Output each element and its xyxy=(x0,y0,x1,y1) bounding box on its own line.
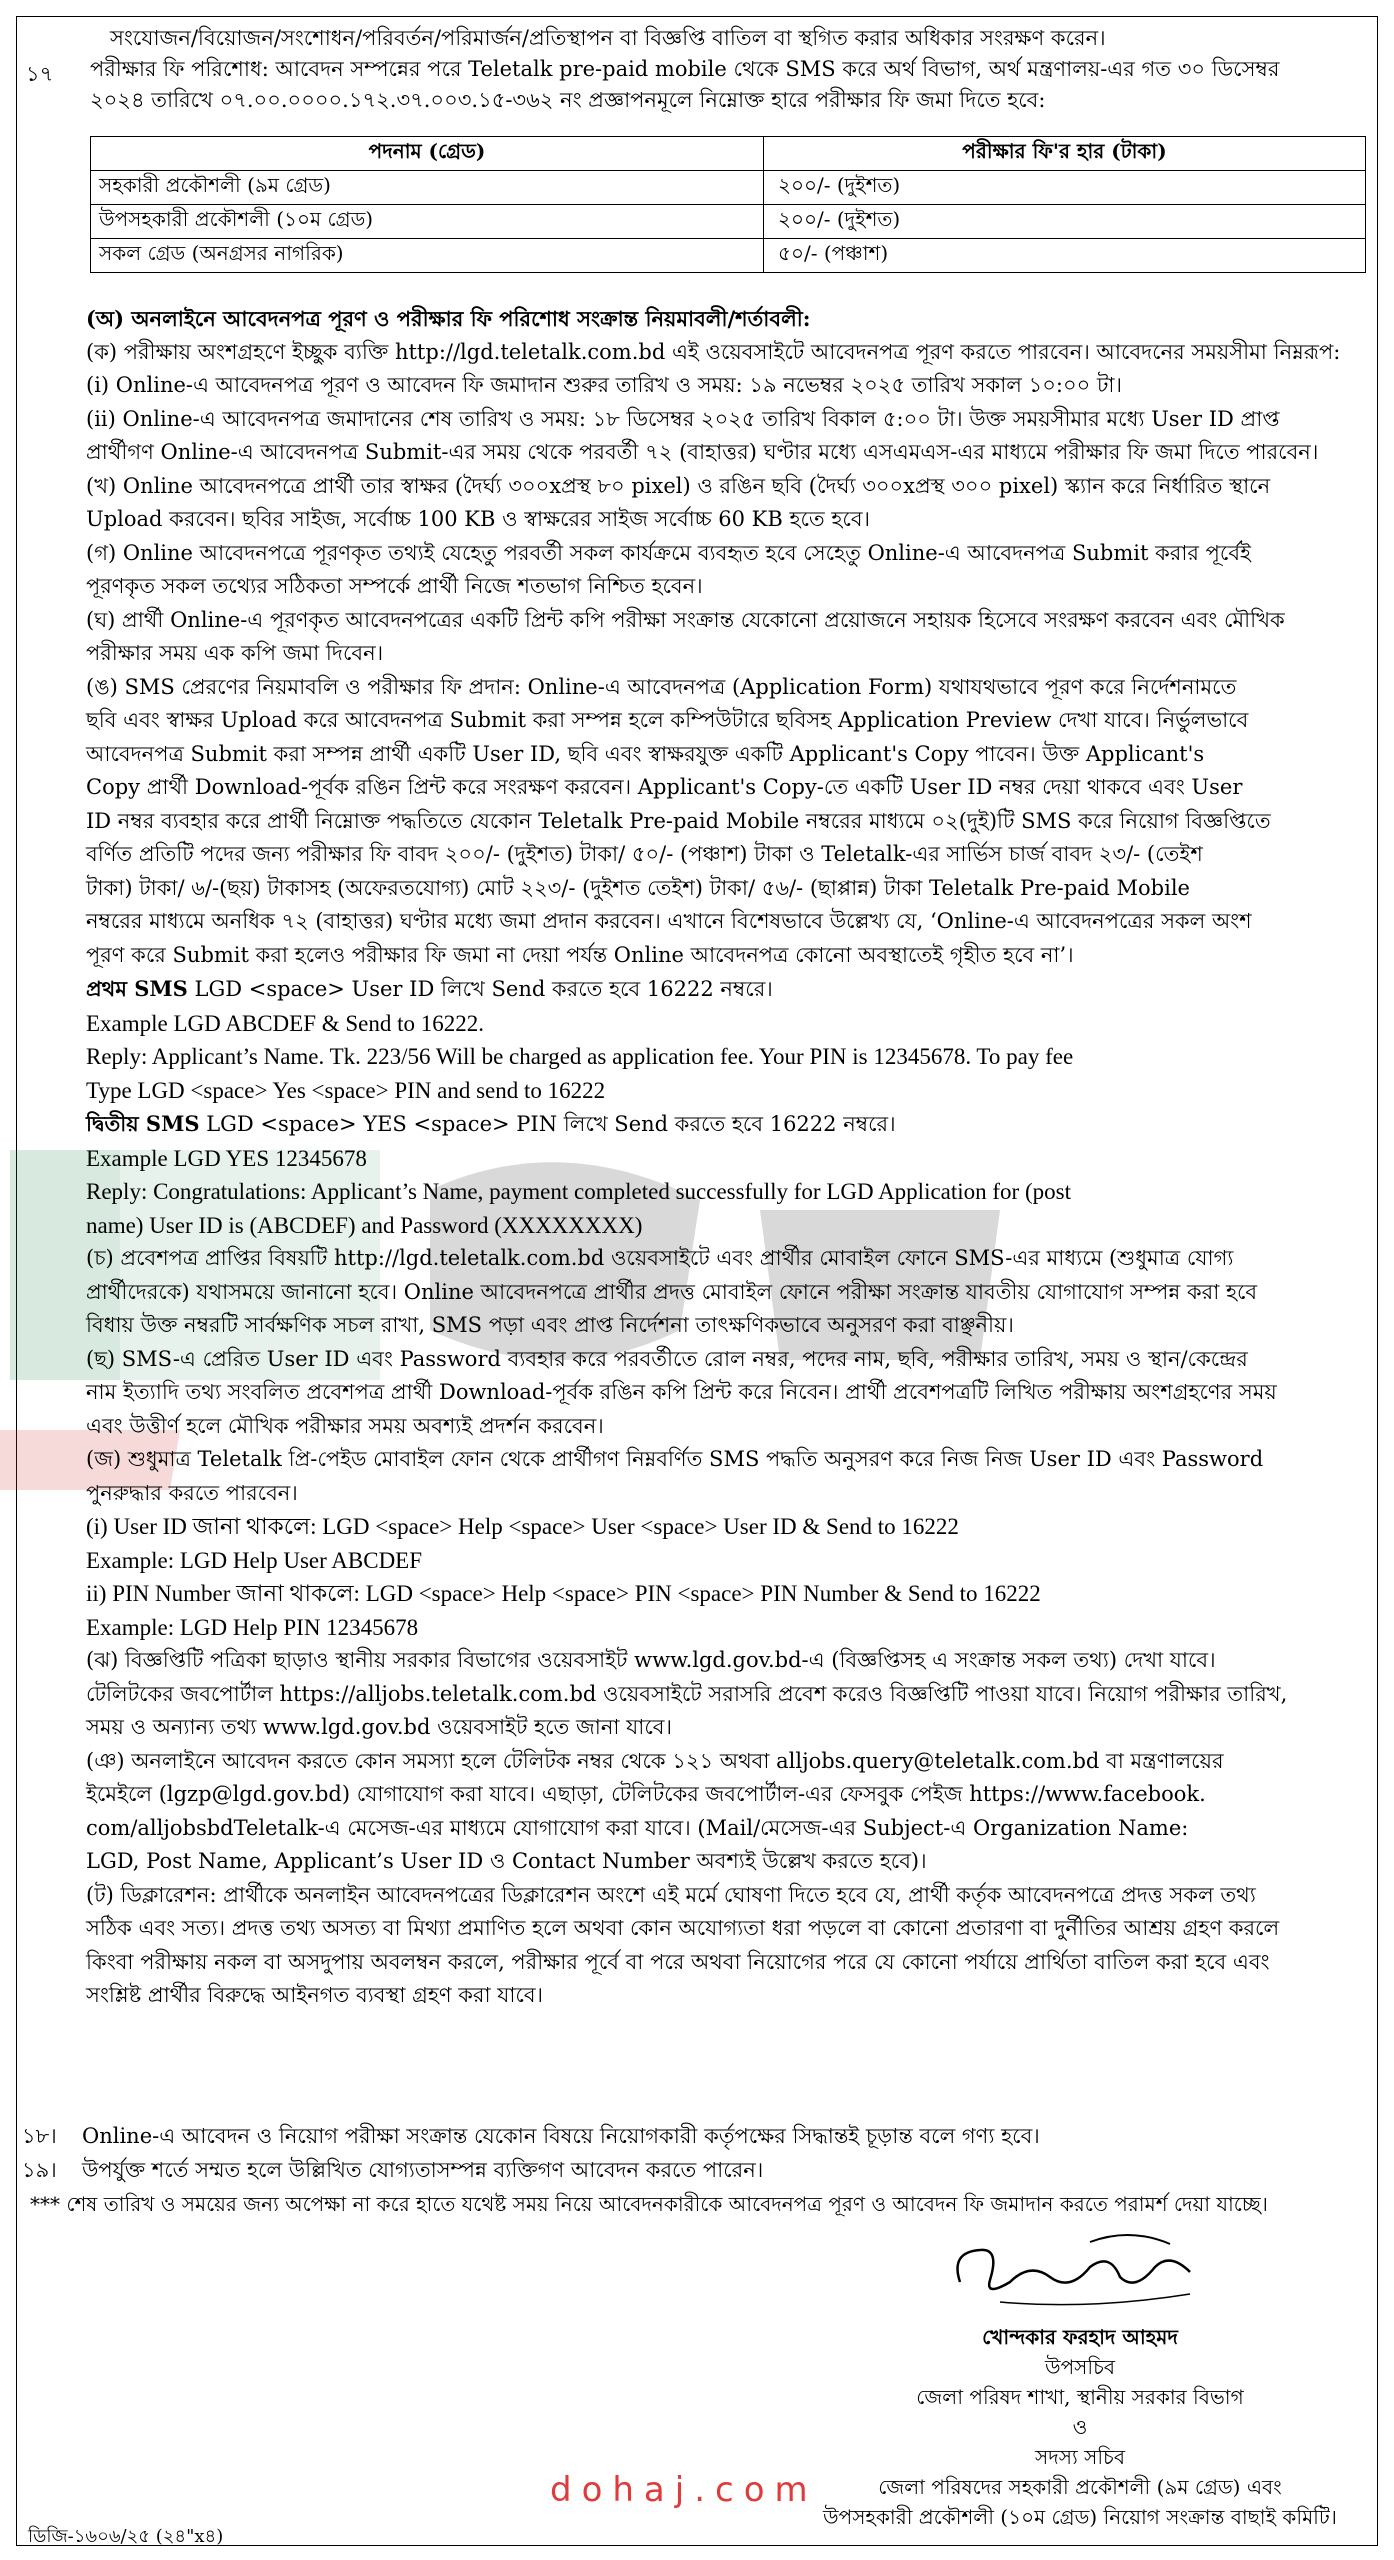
paragraph-line: ছবি এবং স্বাক্ষর Upload করে আবেদনপত্র Submit করা সম্পন্ন হলে কম্পিউটারে ছবিসহ Application Preview দেখা যাবে। নির্ভুলভাবে xyxy=(86,708,1249,732)
paragraph-line: (ছ) SMS-এ প্রেরিত User ID এবং Password ব্যবহার করে পরবর্তীতে রোল নম্বর, পদের নাম, ছবি, পরীক্ষার তারিখ, সময় ও স্থান/কেন্দ্রের xyxy=(86,1346,1248,1371)
paragraph-line: প্রার্থীগণ Online-এ আবেদনপত্র Submit-এর সময় থেকে পরবর্তী ৭২ (বাহাত্তর) ঘণ্টার মধ্যে এসএমএস-এর মাধ্যমে পরীক্ষার ফি জমা দিতে পারবেন। xyxy=(86,440,1319,464)
paragraph-line: (i) User ID জানা থাকলে: LGD <space> Help <space> User <space> User ID & Send to 16222 xyxy=(86,1514,959,1539)
paragraph-line: (ঞ) অনলাইনে আবেদন করতে কোন সমস্যা হলে টেলিটক নম্বর থেকে ১২১ অথবা alljobs.query@teletalk.com.bd বা মন্ত্রণালয়ের xyxy=(86,1748,1224,1773)
paragraph-line: প্রার্থীদেরকে) যথাসময়ে জানানো হবে। Online আবেদনপত্রে প্রার্থীর প্রদত্ত মোবাইল ফোনে পরীক্ষা সংক্রান্ত যাবতীয় যোগাযোগ সম্পন্ন করা হবে xyxy=(86,1279,1258,1304)
paragraph-line: (চ) প্রবেশপত্র প্রাপ্তির বিষয়টি http://lgd.teletalk.com.bd ওয়েবসাইটে এবং প্রার্থীর মোবাইল ফোনে SMS-এর মাধ্যমে (শুধুমাত্র যোগ্য xyxy=(86,1246,1234,1270)
paragraph-line: Example: LGD Help User ABCDEF xyxy=(86,1547,423,1573)
sms-second-reply-2: name) User ID is (ABCDEF) and Password (XXXXXXXX) xyxy=(86,1212,643,1238)
instructions-heading: (অ) অনলাইনে আবেদনপত্র পূরণ ও পরীক্ষার ফি পরিশোধ সংক্রান্ত নিয়মাবলী/শর্তাবলী: xyxy=(86,306,811,331)
signatory-name: খোন্দকার ফরহাদ আহমদ xyxy=(982,2325,1178,2349)
paragraph-line: পূরণকৃত সকল তথ্যের সঠিকতা সম্পর্কে প্রার্থী নিজে শতভাগ নিশ্চিত হবেন। xyxy=(86,574,703,598)
sms-second-text: LGD <space> YES <space> PIN লিখে Send করতে হবে 16222 নম্বরে। xyxy=(199,1112,896,1136)
paragraph-line: ii) PIN Number জানা থাকলে: LGD <space> Help <space> PIN <space> PIN Number & Send to 16222 xyxy=(86,1581,1041,1606)
table-header-fee: পরীক্ষার ফি'র হার (টাকা) xyxy=(764,137,1366,171)
item-number: ১৭ xyxy=(26,62,54,86)
watermark-site-text: dohaj.com xyxy=(550,2470,818,2510)
paragraph-line: (ট) ডিক্লারেশন: প্রার্থীকে অনলাইন আবেদনপত্রের ডিক্লারেশন অংশে এই মর্মে ঘোষণা দিতে হবে যে, প্রার্থী কর্তৃক আবেদনপত্রে প্রদত্ত সকল তথ্য xyxy=(86,1882,1256,1907)
print-code: ডিজি-১৬০৬/২৫ (২৪"x৪) xyxy=(28,2526,224,2547)
item-text: উপর্যুক্ত শর্তে সম্মত হলে উল্লিখিত যোগ্যতাসম্পন্ন ব্যক্তিগণ আবেদন করতে পারেন। xyxy=(82,2158,764,2182)
signatory-block xyxy=(800,2322,1360,2532)
table-header-post: পদনাম (গ্রেড) xyxy=(91,137,764,171)
paragraph-line: (ii) Online-এ আবেদনপত্র জমাদানের শেষ তারিখ ও সময়: ১৮ ডিসেম্বর ২০২৫ তারিখ বিকাল ৫:০০ টা। উক্ত সময়সীমার মধ্যে User ID প্রাপ্ত xyxy=(86,406,1280,431)
paragraph-line: সংশ্লিষ্ট প্রার্থীর বিরুদ্ধে আইনগত ব্যবস্থা গ্রহণ করা যাবে। xyxy=(86,1983,544,2007)
paragraph-line: সময় ও অন্যান্য তথ্য www.lgd.gov.bd ওয়েবসাইট হতে জানা যাবে। xyxy=(86,1715,672,1739)
sms-second-example: Example LGD YES 12345678 xyxy=(86,1145,367,1171)
table-row xyxy=(91,171,1366,205)
sms-first-example: Example LGD ABCDEF & Send to 16222. xyxy=(86,1010,485,1036)
sms-first-reply: Reply: Applicant’s Name. Tk. 223/56 Will be charged as application fee. Your PIN is 12345678. To pay fee xyxy=(86,1044,1074,1069)
committee-line-2: উপসহকারী প্রকৌশলী (১০ম গ্রেড) নিয়োগ সংক্রান্ত বাছাই কমিটি। xyxy=(823,2505,1337,2529)
signatory-and: ও xyxy=(1072,2415,1088,2439)
sms-second-line xyxy=(86,1107,1372,1142)
paragraph-line: নাম ইত্যাদি তথ্য সংবলিত প্রবেশপত্র প্রার্থী Download-পূর্বক রঙিন কপি প্রিন্ট করে নিবেন। প্রার্থী প্রবেশপত্রটি লিখিত পরীক্ষায় অংশগ্রহণের সময় xyxy=(86,1380,1277,1404)
sms-first-reply-2: Type LGD <space> Yes <space> PIN and send to 16222 xyxy=(86,1077,606,1103)
paragraph-line: নম্বরের মাধ্যমে অনধিক ৭২ (বাহাত্তর) ঘণ্টার মধ্যে জমা প্রদান করবেন। এখানে বিশেষভাবে উল্লেখ্য যে, ‘Online-এ আবেদনপত্রের সকল অংশ xyxy=(86,909,1252,933)
item-text xyxy=(90,54,1358,116)
sms-second-reply: Reply: Congratulations: Applicant’s Name, payment completed successfully for LGD Application for (post xyxy=(86,1179,1071,1204)
table-row xyxy=(91,205,1366,239)
fee-table xyxy=(90,136,1366,273)
paragraph-line: (ঙ) SMS প্রেরণের নিয়মাবলি ও পরীক্ষার ফি প্রদান: Online-এ আবেদনপত্র (Application Form) যথাযথভাবে পূরণ করে নির্দেশনামতে xyxy=(86,674,1237,699)
paragraph-line: কিংবা পরীক্ষায় নকল বা অসদুপায় অবলম্বন করলে, পরীক্ষার পূর্বে বা পরে অথবা নিয়োগের পরে যে কোনো পর্যায়ে প্রার্থিতা বাতিল করা হবে এবং xyxy=(86,1949,1270,1974)
paragraph-line: (ঝ) বিজ্ঞপ্তিটি পত্রিকা ছাড়াও স্থানীয় সরকার বিভাগের ওয়েবসাইট www.lgd.gov.bd-এ (বিজ্ঞপ্তিসহ এ সংক্রান্ত সকল তথ্য) দেখা যাবে। xyxy=(86,1648,1216,1672)
item-17-line-1: পরীক্ষার ফি পরিশোধ: আবেদন সম্পন্নের পরে Teletalk pre-paid mobile থেকে SMS করে অর্থ বিভাগ, অর্থ মন্ত্রণালয়-এর গত ৩০ ডিসেম্বর xyxy=(90,57,1280,81)
table-cell: সকল গ্রেড (অনগ্রসর নাগরিক) xyxy=(91,239,764,273)
paragraph-line: আবেদনপত্র Submit করা সম্পন্ন প্রার্থী একটি User ID, ছবি এবং স্বাক্ষরযুক্ত একটি Applicant's Copy পাবেন। উক্ত Applicant's xyxy=(86,741,1205,766)
item-19 xyxy=(22,2154,763,2189)
table-cell: সহকারী প্রকৌশলী (৯ম গ্রেড) xyxy=(91,171,764,205)
paragraph-line: বর্ণিত প্রতিটি পদের জন্য পরীক্ষার ফি বাবদ ২০০/- (দুইশত) টাকা/ ৫০/- (পঞ্চাশ) টাকা ও Teletalk-এর সার্ভিস চার্জ বাবদ ২৩/- (তেইশ xyxy=(86,842,1203,866)
paragraph-line: ID নম্বর ব্যবহার করে প্রার্থী নিম্নোক্ত পদ্ধতিতে যেকোন Teletalk Pre-paid Mobile নম্বরের মাধ্যমে ০২(দুই)টি SMS করে নিয়োগ বিজ্ঞপ্তিতে xyxy=(86,808,1271,833)
paragraph-line: টেলিটকের জবপোর্টাল https://alljobs.teletalk.com.bd ওয়েবসাইটে সরাসরি প্রবেশ করেও বিজ্ঞপ্তিটি পাওয়া যাবে। নিয়োগ পরীক্ষার তারিখ, xyxy=(86,1681,1288,1706)
paragraph-line: পূরণ করে Submit করা হলেও পরীক্ষার ফি জমা না দেয়া পর্যন্ত Online আবেদনপত্র কোনো অবস্থাতেই গৃহীত হবে না’। xyxy=(86,942,1074,967)
paragraph-line: ইমেইলে (lgzp@lgd.gov.bd) যোগাযোগ করা যাবে। এছাড়া, টেলিটকের জবপোর্টাল-এর ফেসবুক পেইজ https://www.facebook. xyxy=(86,1782,1206,1806)
sms-first-label: প্রথম SMS xyxy=(86,976,188,1001)
paragraph-line: Copy প্রার্থী Download-পূর্বক রঙিন প্রিন্ট করে সংরক্ষণ করবেন। Applicant's Copy-তে একটি User ID নম্বর দেয়া থাকবে এবং User xyxy=(86,775,1243,799)
instructions-body xyxy=(86,302,1372,2013)
paragraph-line: টাকা) টাকা/ ৬/-(ছয়) টাকাসহ (অফেরতযোগ্য) মোট ২২৩/- (দুইশত তেইশ) টাকা/ ৫৬/- (ছাপ্পান্ন) টাকা Teletalk Pre-paid Mobile xyxy=(86,875,1190,900)
paragraph-line: (ঘ) প্রার্থী Online-এ পূরণকৃত আবেদনপত্রের একটি প্রিন্ট কপি পরীক্ষা সংক্রান্ত যেকোনো প্রয়োজনে সহায়ক হিসেবে সংরক্ষণ করবেন এবং মৌখিক xyxy=(86,607,1285,632)
item-number: ১৯। xyxy=(22,2158,57,2182)
item-17-line-2: ২০২৪ তারিখে ০৭.০০.০০০০.১৭২.৩৭.০০৩.১৫-৩৬২ নং প্রজ্ঞাপনমূলে নিম্নোক্ত হারে পরীক্ষার ফি জমা দিতে হবে: xyxy=(90,88,1046,112)
sms-first-text: LGD <space> User ID লিখে Send করতে হবে 16222 নম্বরে। xyxy=(187,977,773,1001)
header-line: সংযোজন/বিয়োজন/সংশোধন/পরিবর্তন/পরিমার্জন/প্রতিস্থাপন বা বিজ্ঞপ্তি বাতিল বা স্থগিত করার অধিকার সংরক্ষণ করেন। xyxy=(110,26,1106,50)
paragraph-line: Example: LGD Help PIN 12345678 xyxy=(86,1614,419,1640)
table-cell: ২০০/- (দুইশত) xyxy=(764,171,1366,205)
handwritten-signature xyxy=(940,2222,1220,2312)
paragraph-line: (ক) পরীক্ষায় অংশগ্রহণে ইচ্ছুক ব্যক্তি http://lgd.teletalk.com.bd এই ওয়েবসাইটে আবেদনপত্র পূরণ করতে পারবেন। আবেদনের সময়সীমা নিম্নরূপ: xyxy=(86,339,1341,364)
table-row xyxy=(91,239,1366,273)
advice-note: *** শেষ তারিখ ও সময়ের জন্য অপেক্ষা না করে হাতে যথেষ্ট সময় নিয়ে আবেদনকারীকে আবেদনপত্র পূরণ ও আবেদন ফি জমাদান করতে পরামর্শ দেয়া যাচ্ছে। xyxy=(30,2192,1268,2216)
paragraph-line: পরীক্ষার সময় এক কপি জমা দিবেন। xyxy=(86,641,384,665)
table-header-row xyxy=(91,137,1366,171)
paragraph-line: LGD, Post Name, Applicant’s User ID ও Contact Number অবশ্যই উল্লেখ করতে হবে)। xyxy=(86,1849,927,1873)
table-cell: উপসহকারী প্রকৌশলী (১০ম গ্রেড) xyxy=(91,205,764,239)
committee-line-1: জেলা পরিষদের সহকারী প্রকৌশলী (৯ম গ্রেড) এবং xyxy=(878,2475,1282,2499)
paragraph-line: Upload করবেন। ছবির সাইজ, সর্বোচ্চ 100 KB ও স্বাক্ষরের সাইজ সর্বোচ্চ 60 KB হতে হবে। xyxy=(86,507,871,531)
paragraph-line: (গ) Online আবেদনপত্রে পূরণকৃত তথ্যই যেহেতু পরবর্তী সকল কার্যক্রমে ব্যবহৃত হবে সেহেতু Online-এ আবেদনপত্র Submit করার পূর্বেই xyxy=(86,540,1251,565)
paragraph-line: com/alljobsbdTeletalk-এ মেসেজ-এর মাধ্যমে যোগাযোগ করা যাবে। (Mail/মেসেজ-এর Subject-এ Organization Name: xyxy=(86,1815,1189,1840)
paragraph-line: (খ) Online আবেদনপত্রে প্রার্থী তার স্বাক্ষর (দৈর্ঘ্য ৩০০xপ্রস্থ ৮০ pixel) ও রঙিন ছবি (দৈর্ঘ্য ৩০০xপ্রস্থ ৩০০ pixel) স্ক্যান করে নির্ধারিত স্থানে xyxy=(86,473,1271,498)
item-number: ১৮। xyxy=(22,2124,57,2148)
sms-first-line xyxy=(86,972,1372,1007)
paragraph-line: সঠিক এবং সত্য। প্রদত্ত তথ্য অসত্য বা মিথ্যা প্রমাণিত হলে অথবা কোন অযোগ্যতা ধরা পড়লে বা কোনো প্রতারণা বা দুর্নীতির আশ্রয় গ্রহণ করলে xyxy=(86,1916,1280,1940)
paragraph-line: (জ) শুধুমাত্র Teletalk প্রি-পেইড মোবাইল ফোন থেকে প্রার্থীগণ নিম্নবর্ণিত SMS পদ্ধতি অনুসরণ করে নিজ নিজ User ID এবং Password xyxy=(86,1447,1264,1471)
sms-second-label: দ্বিতীয় SMS xyxy=(86,1111,200,1136)
signatory-title: উপসচিব xyxy=(1044,2355,1115,2379)
item-text: Online-এ আবেদন ও নিয়োগ পরীক্ষা সংক্রান্ত যেকোন বিষয়ে নিয়োগকারী কর্তৃপক্ষের সিদ্ধান্তই চূড়ান্ত বলে গণ্য হবে। xyxy=(82,2124,1040,2148)
signatory-department: জেলা পরিষদ শাখা, স্থানীয় সরকার বিভাগ xyxy=(916,2385,1244,2409)
paragraph-line: বিধায় উক্ত নম্বরটি সার্বক্ষণিক সচল রাখা, SMS পড়া এবং প্রাপ্ত নির্দেশনা তাৎক্ষণিকভাবে অনুসরণ করা বাঞ্ছনীয়। xyxy=(86,1313,1014,1337)
table-cell: ২০০/- (দুইশত) xyxy=(764,205,1366,239)
table-cell: ৫০/- (পঞ্চাশ) xyxy=(764,239,1366,273)
paragraph-line: এবং উত্তীর্ণ হলে মৌখিক পরীক্ষার সময় অবশ্যই প্রদর্শন করবেন। xyxy=(86,1413,604,1438)
item-18 xyxy=(22,2120,1040,2155)
paragraph-line: (i) Online-এ আবেদনপত্র পূরণ ও আবেদন ফি জমাদান শুরুর তারিখ ও সময়: ১৯ নভেম্বর ২০২৫ তারিখ সকাল ১০:০০ টা। xyxy=(86,373,1122,397)
paragraph-line: পুনরুদ্ধার করতে পারবেন। xyxy=(86,1480,298,1505)
signatory-role: সদস্য সচিব xyxy=(1035,2445,1125,2469)
